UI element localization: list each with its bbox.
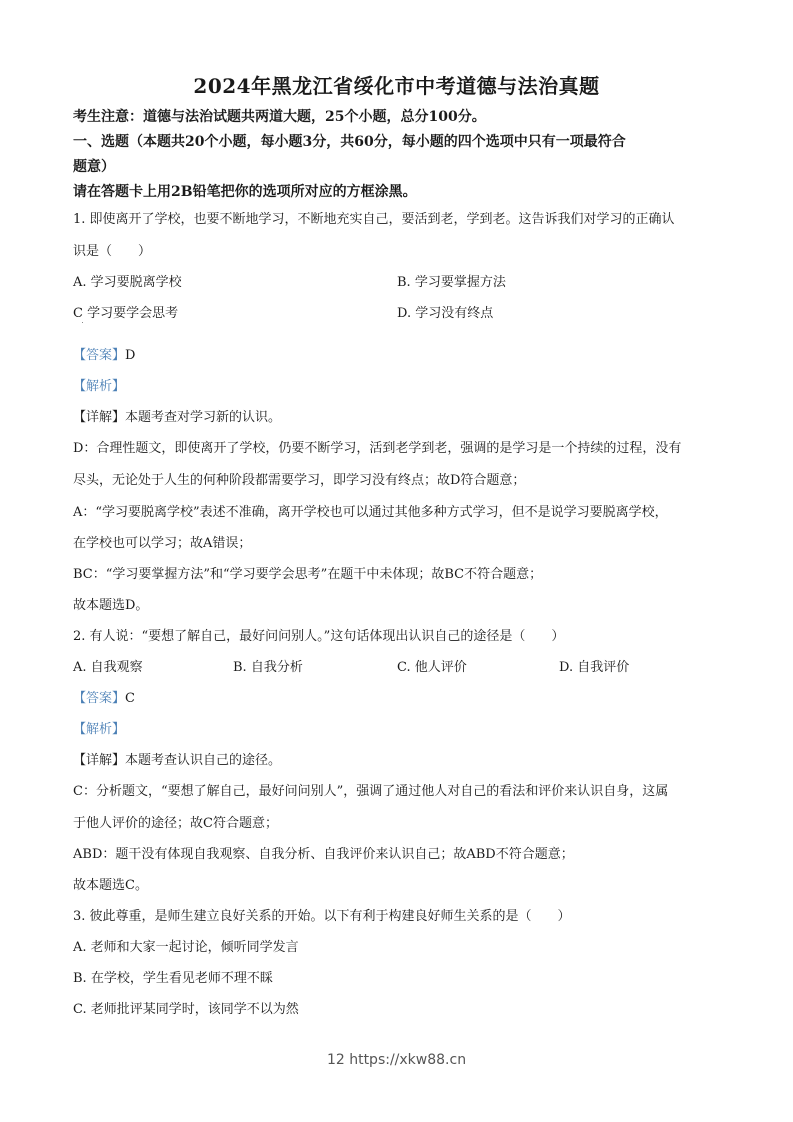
- answer-value: C: [125, 691, 135, 706]
- exam-notice: 考生注意：道德与法治试题共两道大题，25个小题，总分100分。: [73, 109, 486, 125]
- q1-option-b: B. 学习要掌握方法: [397, 275, 506, 290]
- q1-detail-2: 尽头，无论处于人生的何种阶段都需要学习，即学习没有终点；故D符合题意；: [73, 473, 526, 488]
- q2-detail-3: ABD：题干没有体现自我观察、自我分析、自我评价来认识自己；故ABD不符合题意；: [73, 847, 574, 862]
- analysis-label: 【解析】: [73, 722, 126, 737]
- q1-option-a: A. 学习要脱离学校: [73, 275, 182, 290]
- q1-detail-3: A：“学习要脱离学校”表述不准确，离开学校也可以通过其他多种方式学习，但不是说学习要脱离学校，: [73, 505, 668, 520]
- q2-detail-0: 【详解】本题考查认识自己的途径。: [73, 753, 282, 768]
- q1-detail-6: 故本题选D。: [73, 598, 149, 613]
- stray-mark: [82, 322, 83, 323]
- analysis-label: 【解析】: [73, 379, 126, 394]
- section-heading-cont: 题意）: [73, 159, 115, 175]
- q1-detail-5: BC：“学习要掌握方法”和“学习要学会思考”在题干中未体现；故BC不符合题意；: [73, 567, 543, 582]
- page-title: 2024年黑龙江省绥化市中考道德与法治真题: [193, 74, 600, 98]
- section-instruction: 请在答题卡上用2B铅笔把你的选项所对应的方框涂黑。: [73, 184, 417, 200]
- q1-answer: [73, 344, 135, 363]
- page-footer: 12 https://xkw88.cn: [326, 1052, 467, 1068]
- q1-option-c: C 学习要学会思考: [73, 306, 179, 321]
- q2-detail-2: 于他人评价的途径；故C符合题意；: [73, 816, 278, 831]
- q1-detail-1: D：合理性题文，即使离开了学校，仍要不断学习，活到老学到老，强调的是学习是一个持续的过程，没有: [73, 441, 682, 456]
- q1-detail-4: 在学校也可以学习；故A错误；: [73, 536, 252, 551]
- answer-label: 【答案】: [73, 348, 126, 363]
- q2-stem: 2. 有人说：“要想了解自己，最好问问别人。”这句话体现出认识自己的途径是（ ）: [73, 629, 565, 644]
- q3-option-c: C. 老师批评某同学时，该同学不以为然: [73, 1002, 299, 1017]
- q2-option-d: D. 自我评价: [559, 660, 630, 675]
- answer-value: D: [125, 348, 136, 363]
- q3-option-b: B. 在学校，学生看见老师不理不睬: [73, 971, 273, 986]
- answer-label: 【答案】: [73, 691, 126, 706]
- q3-stem: 3. 彼此尊重，是师生建立良好关系的开始。以下有利于构建良好师生关系的是（ ）: [73, 909, 571, 924]
- q2-option-b: B. 自我分析: [233, 660, 303, 675]
- q1-option-d: D. 学习没有终点: [397, 306, 494, 321]
- q3-option-a: A. 老师和大家一起讨论，倾听同学发言: [73, 940, 299, 955]
- q1-stem-cont: 识是（ ）: [73, 244, 152, 259]
- q2-option-c: C. 他人评价: [397, 660, 467, 675]
- q1-stem: 1. 即使离开了学校，也要不断地学习，不断地充实自己，要活到老，学到老。这告诉我们对学习的正确认: [73, 212, 675, 227]
- q2-answer: [73, 687, 135, 706]
- q2-option-a: A. 自我观察: [73, 660, 143, 675]
- section-heading: 一、选题（本题共20个小题，每小题3分，共60分，每小题的四个选项中只有一项最符合: [73, 134, 626, 150]
- q2-detail-4: 故本题选C。: [73, 878, 148, 893]
- q1-detail-0: 【详解】本题考查对学习新的认识。: [73, 410, 282, 425]
- q2-detail-1: C：分析题文，“要想了解自己，最好问问别人”，强调了通过他人对自己的看法和评价来认识自身，这属: [73, 784, 669, 799]
